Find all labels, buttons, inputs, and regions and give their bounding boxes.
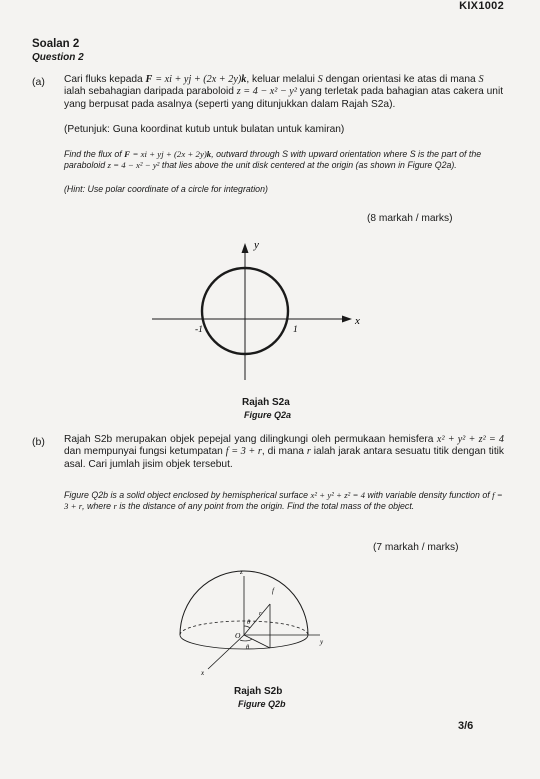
question-title: Soalan 2 bbox=[32, 38, 80, 50]
part-b-malay: Rajah S2b merupakan objek pepejal yang dilingkungi oleh permukaan hemisfera x² + y² + z² = 4 dan mempunyai fungsi ketumpatan f = 3 + r, di mana r ialah jarak antara sesuatu titik dengan titik asal. Cari jumlah jisim objek tersebut. bbox=[64, 434, 505, 470]
part-a-malay: Cari fluks kepada F = xi + yj + (2x + 2y)k, keluar melalui S dengan orientasi ke atas di mana S ialah sebahagian daripada paraboloid z = 4 − x² − y² yang terletak pada bahagian atas cakera unit yang berpusat pada asalnya (seperti yang ditunjukkan dalam Rajah S2a). bbox=[64, 74, 504, 110]
figure-q2b-caption-english: Figure Q2b bbox=[238, 699, 286, 709]
z-axis-label: z bbox=[240, 568, 243, 576]
radius-label-r: r bbox=[259, 610, 262, 617]
x-axis-b bbox=[208, 635, 244, 669]
figure-q2a-caption: Rajah S2a bbox=[242, 397, 290, 408]
tick-label-neg: -1 bbox=[195, 325, 203, 335]
y-axis-label-b: y bbox=[320, 638, 324, 646]
figure-q2b bbox=[168, 560, 348, 685]
x-axis-arrowhead bbox=[342, 316, 352, 323]
y-axis-label: y bbox=[254, 239, 259, 251]
polar-angle-label: θ bbox=[247, 619, 251, 626]
figure-q2a bbox=[140, 232, 370, 392]
polar-angle-arc bbox=[244, 626, 250, 628]
figure-q2a-caption-english: Figure Q2a bbox=[244, 410, 292, 420]
part-b-label: (b) bbox=[32, 436, 45, 448]
origin-label: O bbox=[235, 631, 241, 640]
azimuth-angle-arc bbox=[240, 639, 252, 641]
part-a-hint-malay: (Petunjuk: Guna koordinat kutub untuk bulatan untuk kamiran) bbox=[64, 124, 345, 135]
figure-q2b-caption: Rajah S2b bbox=[234, 686, 283, 697]
part-a-label: (a) bbox=[32, 76, 45, 88]
base-ellipse-front bbox=[180, 635, 308, 649]
part-a-hint-english: (Hint: Use polar coordinate of a circle for integration) bbox=[64, 184, 268, 194]
x-axis-label: x bbox=[355, 315, 360, 327]
tick-label-pos: 1 bbox=[293, 325, 298, 335]
density-label-f: f bbox=[272, 587, 274, 595]
part-b-english: Figure Q2b is a solid object enclosed by hemispherical surface x² + y² + z² = 4 with variable density function of f = 3 + r, where r is the distance of any point from the origin. Find the total mass of the object. bbox=[64, 490, 503, 511]
part-b-marks: (7 markah / marks) bbox=[373, 542, 459, 553]
course-code: KIX1002 bbox=[459, 0, 504, 12]
azimuth-angle-label: θ bbox=[246, 644, 250, 651]
page-number: 3/6 bbox=[458, 720, 474, 732]
x-axis-label-b: x bbox=[201, 669, 205, 677]
y-axis-arrowhead bbox=[242, 243, 249, 253]
part-a-english: Find the flux of F = xi + yj + (2x + 2y)k, outward through S with upward orientation where S is the part of the paraboloid z = 4 − x² − y² that lies above the unit disk centered at the origin (as shown in Figure Q2a). bbox=[64, 149, 482, 170]
question-title-english: Question 2 bbox=[32, 52, 84, 63]
part-a-marks: (8 markah / marks) bbox=[367, 213, 453, 224]
